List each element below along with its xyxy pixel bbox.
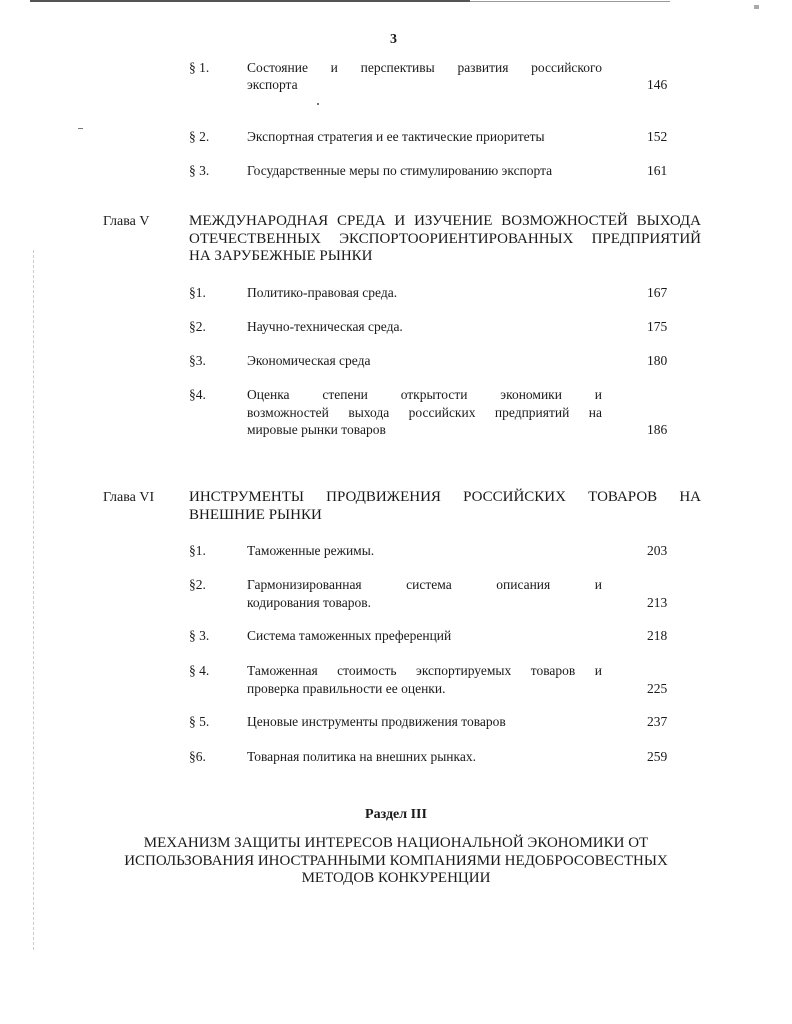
section-page: 225 [647,680,668,696]
section-title-line: Таможенная стоимость экспортируемых товаров и [247,663,602,678]
section-page: 152 [647,129,668,144]
scan-speck [754,5,759,9]
section-title-line: Товарная политика на внешних рынках. [247,749,476,764]
section-number: §6. [189,749,206,764]
section-title-line: проверка правильности ее оценки. [247,680,446,696]
section-page: 146 [647,77,668,92]
section-number: § 5. [189,714,210,729]
section-title-line: Политико-правовая среда. [247,285,398,300]
section-title-line: Государственные меры по стимулированию экспорта [247,163,553,178]
section-number: § 2. [189,129,210,144]
section-number: §1. [189,543,206,558]
section-title-line: мировые рынки товаров [247,422,386,437]
section-title-line: возможностей выхода российских предприятий на [247,404,602,420]
section-page: 213 [647,594,668,610]
section-title-line: Гармонизированная система описания и [247,577,602,592]
chapter-title-line: НА ЗАРУБЕЖНЫЕ РЫНКИ [189,248,373,264]
section-title-line: Система таможенных преференций [247,628,452,643]
section-page: 203 [647,543,668,558]
section-number: § 1. [189,60,210,75]
section-page: 237 [647,714,668,729]
section-page: 218 [647,628,668,643]
chapter-label: Глава VI [103,490,155,505]
part-title-line: ИСПОЛЬЗОВАНИЯ ИНОСТРАННЫМИ КОМПАНИЯМИ НЕДОБРОСОВЕСТНЫХ [124,852,668,869]
part-title-line: МЕТОДОВ КОНКУРЕНЦИИ [301,870,491,886]
section-page: 175 [647,319,668,334]
section-title-line: Оценка степени открытости экономики и [247,387,602,402]
chapter-title-line: МЕЖДУНАРОДНАЯ СРЕДА И ИЗУЧЕНИЕ ВОЗМОЖНОСТЕЙ ВЫХОДА [189,213,701,229]
section-title-line: Научно-техническая среда. [247,319,403,334]
section-number: § 3. [189,628,210,643]
section-number: §3. [189,353,206,368]
section-page: 259 [647,749,668,764]
section-number: §2. [189,319,206,334]
page-number: 3 [390,32,397,47]
section-number: §2. [189,577,206,592]
section-number: §4. [189,387,206,402]
scan-speck [78,128,83,129]
section-title-line: экспорта [247,77,298,92]
section-page: 186 [647,422,668,437]
section-title-line: кодирования товаров. [247,594,371,610]
section-title-line: Таможенные режимы. [247,543,375,558]
section-title-line: Экономическая среда [247,353,371,368]
part-title-line: МЕХАНИЗМ ЗАЩИТЫ ИНТЕРЕСОВ НАЦИОНАЛЬНОЙ ЭКОНОМИКИ ОТ [143,835,649,851]
section-page: 180 [647,353,668,368]
scan-edge-line [30,0,470,2]
section-number: §1. [189,285,206,300]
chapter-label: Глава V [103,214,150,229]
section-number: § 4. [189,663,210,678]
section-title-line: Ценовые инструменты продвижения товаров [247,714,506,729]
section-page: 161 [647,163,668,178]
section-number: § 3. [189,163,210,178]
section-page: 167 [647,285,668,300]
part-heading: Раздел III [365,807,427,822]
chapter-title-line: ИНСТРУМЕНТЫ ПРОДВИЖЕНИЯ РОССИЙСКИХ ТОВАРОВ НА [189,489,701,505]
scan-edge-line [470,1,670,2]
chapter-title-line: ОТЕЧЕСТВЕННЫХ ЭКСПОРТООРИЕНТИРОВАННЫХ ПРЕДПРИЯТИЙ [189,230,701,247]
section-title-line: Экспортная стратегия и ее тактические приоритеты [247,129,545,144]
scan-speck [317,103,319,105]
chapter-title-line: ВНЕШНИЕ РЫНКИ [189,506,322,523]
section-title-line: Состояние и перспективы развития российского [247,60,602,75]
